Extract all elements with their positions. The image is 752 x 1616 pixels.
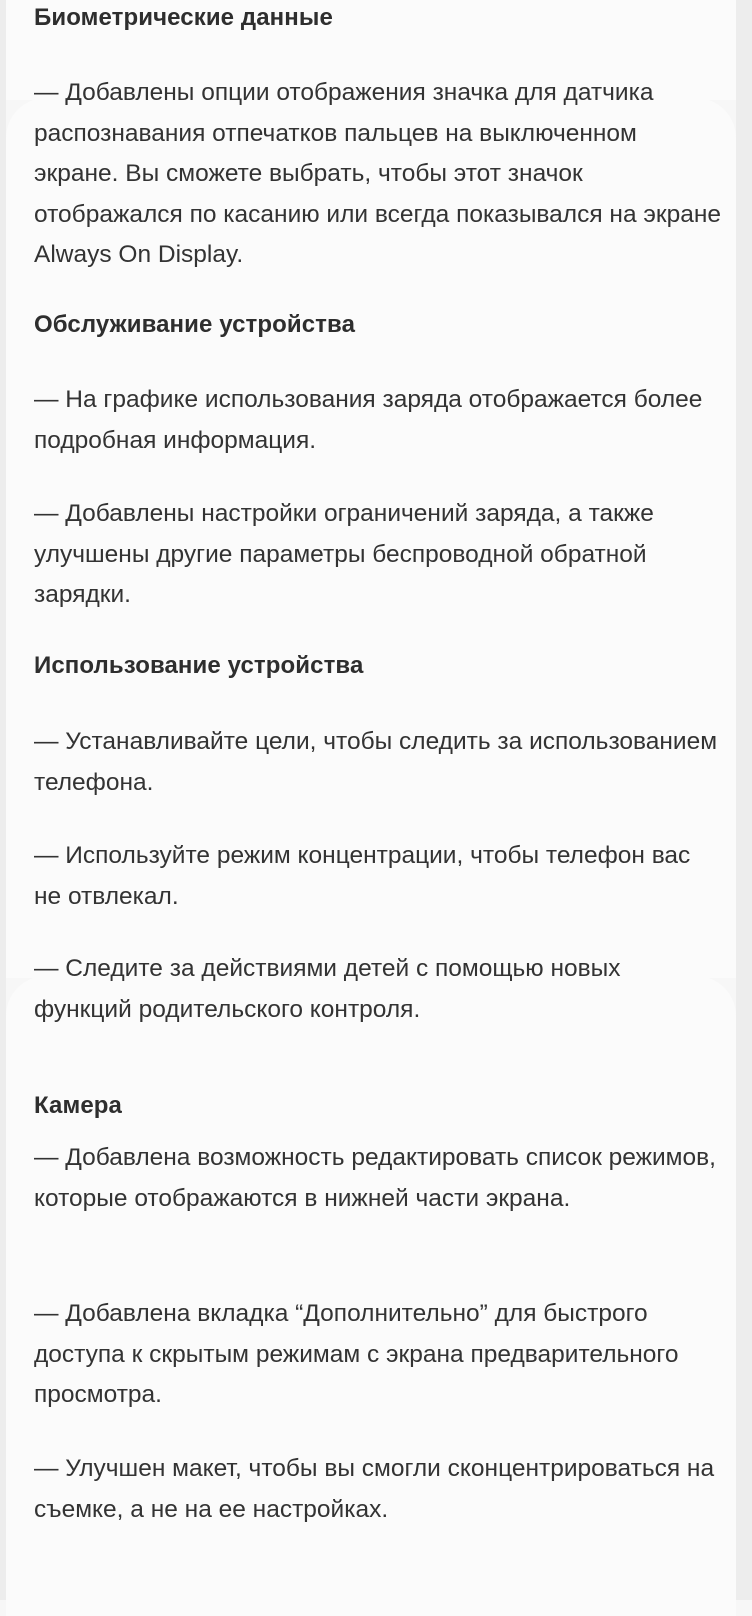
list-item: — Улучшен макет, чтобы вы смогли сконцентрироваться на съемке, а не на ее настройках.	[34, 1455, 715, 1523]
section-heading-device-usage: Использование устройства	[34, 652, 364, 679]
list-item: — Следите за действиями детей с помощью новых функций родительского контроля.	[34, 955, 621, 1023]
list-item: — Добавлена возможность редактировать список режимов, которые отображаются в нижней части экрана.	[34, 1144, 716, 1212]
section-heading-camera: Камера	[34, 1092, 122, 1119]
list-item: — Добавлены настройки ограничений заряда, а также улучшены другие параметры беспроводной обратной зарядки.	[34, 500, 654, 608]
list-item: — На графике использования заряда отображается более подробная информация.	[34, 386, 703, 454]
list-item: — Устанавливайте цели, чтобы следить за использованием телефона.	[34, 728, 718, 796]
section-heading-biometrics: Биометрические данные	[34, 4, 333, 31]
list-item: — Добавлена вкладка “Дополнительно” для быстрого доступа к скрытым режимам с экрана предварительного просмотра.	[34, 1300, 679, 1408]
list-item: — Добавлены опции отображения значка для датчика распознавания отпечатков пальцев на выключенном экране. Вы сможете выбрать, чтобы этот значок отображался по касанию или всегда показывался на экране Always On Display.	[34, 79, 722, 268]
list-item: — Используйте режим концентрации, чтобы телефон вас не отвлекал.	[34, 842, 691, 910]
background-edge-right	[736, 0, 752, 1600]
section-heading-device-care: Обслуживание устройства	[34, 311, 356, 338]
